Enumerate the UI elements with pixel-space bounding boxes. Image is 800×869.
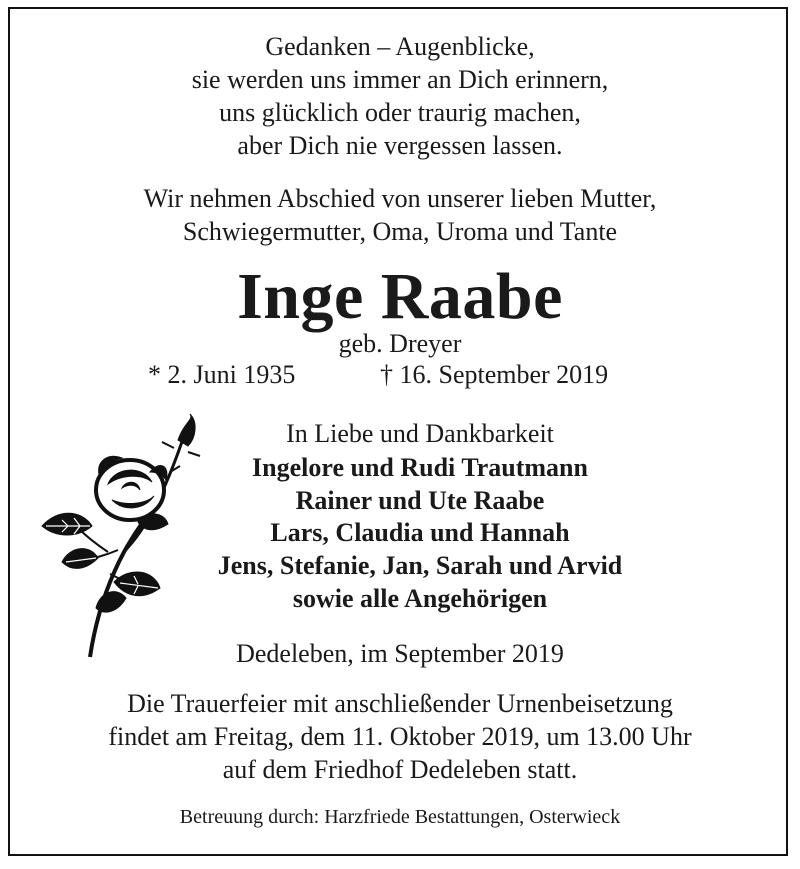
mourner-line-3: Lars, Claudia und Hannah: [270, 518, 570, 547]
death-date: † 16. September 2019: [380, 360, 609, 389]
poem-line-3: uns glücklich oder traurig machen,: [219, 98, 581, 127]
rose-icon: [38, 412, 208, 660]
farewell-line-2: Schwiegermutter, Oma, Uroma und Tante: [182, 217, 618, 246]
place-date: Dedeleben, im September 2019: [236, 639, 564, 668]
funeral-line-2: findet am Freitag, dem 11. Oktober 2019, um 13.00 Uhr: [108, 722, 692, 751]
mourner-line-2: Rainer und Ute Raabe: [295, 486, 545, 515]
farewell-line-1: Wir nehmen Abschied von unserer lieben Mutter,: [143, 184, 657, 213]
mourner-line-5: sowie alle Angehörigen: [292, 584, 548, 613]
poem-line-4: aber Dich nie vergessen lassen.: [237, 131, 563, 160]
poem-line-2: sie werden uns immer an Dich erinnern,: [191, 65, 609, 94]
mourner-line-4: Jens, Stefanie, Jan, Sarah und Arvid: [217, 551, 623, 580]
funeral-line-1: Die Trauerfeier mit anschließender Urnenbeisetzung: [127, 689, 673, 718]
poem-line-1: Gedanken – Augenblicke,: [265, 32, 535, 61]
deceased-name: Inge Raabe: [237, 260, 563, 333]
undertaker-note: Betreuung durch: Harzfriede Bestattungen, Osterwieck: [179, 806, 621, 828]
mourner-line-1: Ingelore und Rudi Trautmann: [252, 453, 588, 482]
funeral-line-3: auf dem Friedhof Dedeleben statt.: [222, 755, 578, 784]
birth-name: geb. Dreyer: [338, 329, 462, 358]
birth-date: * 2. Juni 1935: [148, 360, 296, 389]
dedication: In Liebe und Dankbarkeit: [286, 419, 554, 448]
